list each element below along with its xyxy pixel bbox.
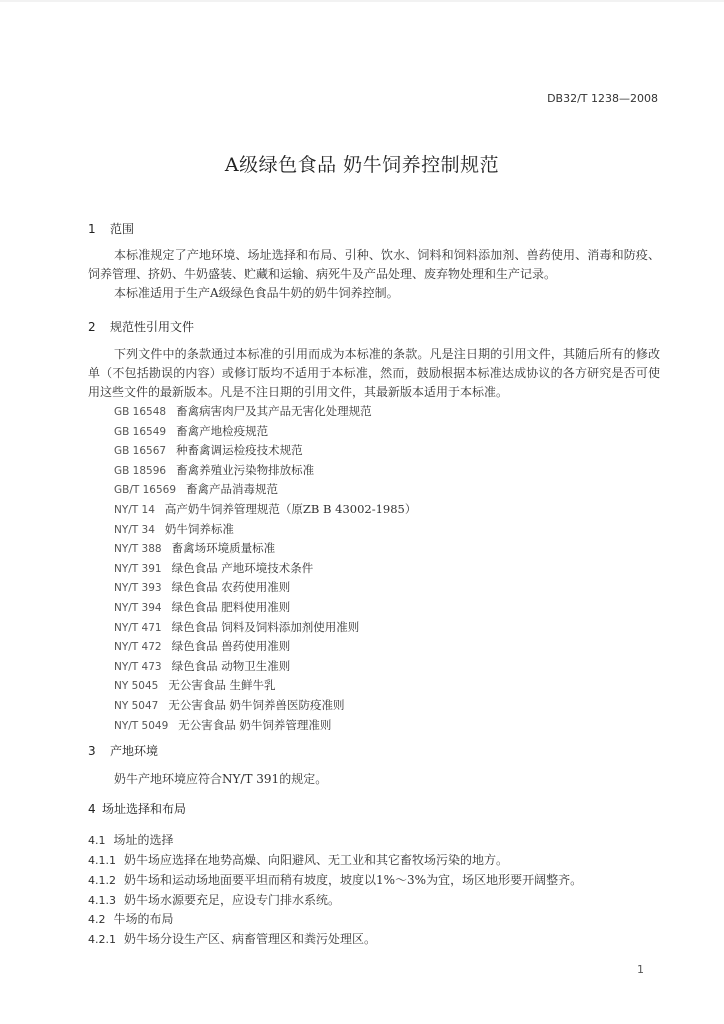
- section-1-paragraph-2: 本标准适用于生产A级绿色食品牛奶的奶牛饲养控制。: [114, 286, 399, 300]
- reference-code: NY 5045: [114, 680, 159, 693]
- reference-code: NY 5047: [114, 699, 159, 712]
- clause-4-1-2: [88, 871, 582, 888]
- section-4-heading: [88, 800, 186, 817]
- clause-4-2-1: [88, 930, 376, 947]
- reference-title: 畜禽产地检疫规范: [176, 423, 269, 438]
- reference-title: 绿色食品 饲料及饲料添加剂使用准则: [171, 619, 360, 634]
- reference-title: 畜禽产品消毒规范: [186, 482, 279, 497]
- reference-title: 种畜禽调运检疫技术规范: [176, 443, 303, 458]
- clause-text: 牛场的布局: [113, 912, 174, 926]
- section-3-heading: [88, 742, 158, 759]
- reference-item: [114, 540, 416, 560]
- reference-title: 绿色食品 兽药使用准则: [171, 639, 291, 654]
- reference-item: [114, 717, 416, 737]
- section-number: 1: [88, 222, 96, 236]
- clause-number: 4.2: [88, 913, 106, 926]
- reference-code: NY/T 34: [114, 523, 155, 536]
- clause-text: 奶牛场和运动场地面要平坦而稍有坡度，坡度以1%～3%为宜，场区地形要开阔整齐。: [124, 873, 583, 887]
- reference-title: 畜禽病害肉尸及其产品无害化处理规范: [176, 404, 372, 418]
- reference-title: 绿色食品 肥料使用准则: [171, 599, 291, 614]
- reference-code: NY/T 471: [114, 621, 162, 634]
- normative-reference-list: [114, 403, 416, 736]
- section-title: 产地环境: [110, 744, 159, 758]
- scan-top-edge: [0, 0, 724, 2]
- clause-4-1: [88, 831, 174, 848]
- reference-item: [114, 658, 416, 678]
- clause-number: 4.1.3: [88, 894, 116, 907]
- clause-4-2: [88, 910, 174, 927]
- clause-4-1-1: [88, 851, 508, 868]
- reference-code: GB 16567: [114, 445, 167, 458]
- reference-title: 高产奶牛饲养管理规范（原ZB B 43002-1985）: [164, 501, 417, 516]
- reference-code: NY/T 393: [114, 582, 162, 595]
- clause-number: 4.2.1: [88, 933, 116, 946]
- reference-code: GB/T 16569: [114, 484, 177, 497]
- page-number: 1: [637, 963, 644, 976]
- clause-number: 4.1.2: [88, 874, 116, 887]
- reference-item: [114, 677, 416, 697]
- reference-item: [114, 638, 416, 658]
- clause-number: 4.1: [88, 834, 106, 847]
- reference-item: [114, 599, 416, 619]
- section-2-heading: [88, 318, 194, 335]
- reference-code: NY/T 394: [114, 601, 162, 614]
- reference-item: [114, 501, 416, 521]
- reference-code: NY/T 472: [114, 641, 162, 654]
- section-1-paragraph-1: 本标准规定了产地环境、场址选择和布局、引种、饮水、饲料和饲料添加剂、兽药使用、消毒和防疫、饲养管理、挤奶、牛奶盛装、贮藏和运输、病死牛及产品处理、废弃物处理和生产记录。: [88, 248, 660, 281]
- clause-number: 4.1.1: [88, 854, 116, 867]
- section-3-paragraph-1: 奶牛产地环境应符合NY/T 391的规定。: [114, 772, 328, 786]
- section-title: 场址选择和布局: [102, 802, 187, 816]
- reference-code: NY/T 14: [114, 503, 155, 516]
- reference-title: 无公害食品 奶牛饲养兽医防疫准则: [168, 697, 345, 712]
- clause-text: 奶牛场分设生产区、病畜管理区和粪污处理区。: [124, 932, 377, 946]
- reference-item: [114, 481, 416, 501]
- reference-code: NY/T 473: [114, 660, 162, 673]
- reference-item: [114, 619, 416, 639]
- reference-title: 奶牛饲养标准: [164, 521, 234, 536]
- standard-code: DB32/T 1238—2008: [547, 92, 658, 105]
- reference-title: 畜禽场环境质量标准: [171, 541, 276, 556]
- reference-code: GB 16549: [114, 425, 167, 438]
- reference-item: [114, 579, 416, 599]
- section-number: 4: [88, 802, 96, 816]
- reference-code: GB 16548: [114, 406, 167, 418]
- reference-item: [114, 697, 416, 717]
- clause-text: 场址的选择: [113, 833, 174, 847]
- section-2-paragraph-1: 下列文件中的条款通过本标准的引用而成为本标准的条款。凡是注日期的引用文件，其随后所有的修改单（不包括勘误的内容）或修订版均不适用于本标准，然而，鼓励根据本标准达成协议的各方研究是否可使用这些文件的最新版本。凡是不注日期的引用文件，其最新版本适用于本标准。: [88, 347, 660, 399]
- reference-item: [114, 462, 416, 482]
- section-title: 范围: [110, 222, 135, 236]
- reference-title: 绿色食品 动物卫生准则: [171, 658, 291, 673]
- reference-title: 绿色食品 农药使用准则: [171, 580, 291, 595]
- document-title: A级绿色食品 奶牛饲养控制规范: [224, 154, 500, 176]
- reference-title: 畜禽养殖业污染物排放标准: [176, 462, 315, 477]
- reference-item: [114, 560, 416, 580]
- section-1-heading: [88, 220, 134, 237]
- reference-code: NY/T 391: [114, 562, 162, 575]
- section-number: 2: [88, 320, 96, 334]
- reference-title: 无公害食品 生鲜牛乳: [168, 678, 276, 693]
- clause-text: 奶牛场应选择在地势高燥、向阳避风、无工业和其它畜牧场污染的地方。: [124, 853, 509, 867]
- reference-title: 无公害食品 奶牛饲养管理准则: [178, 717, 332, 732]
- section-title: 规范性引用文件: [110, 320, 195, 334]
- reference-item: [114, 442, 416, 462]
- clause-text: 奶牛场水源要充足，应设专门排水系统。: [124, 893, 341, 907]
- clause-4-1-3: [88, 891, 340, 908]
- reference-code: NY/T 388: [114, 543, 162, 556]
- section-number: 3: [88, 744, 96, 758]
- reference-item: [114, 423, 416, 443]
- reference-title: 绿色食品 产地环境技术条件: [171, 560, 314, 575]
- reference-item: [114, 521, 416, 541]
- reference-code: NY/T 5049: [114, 719, 169, 732]
- reference-item: [114, 403, 416, 423]
- reference-code: GB 18596: [114, 464, 167, 477]
